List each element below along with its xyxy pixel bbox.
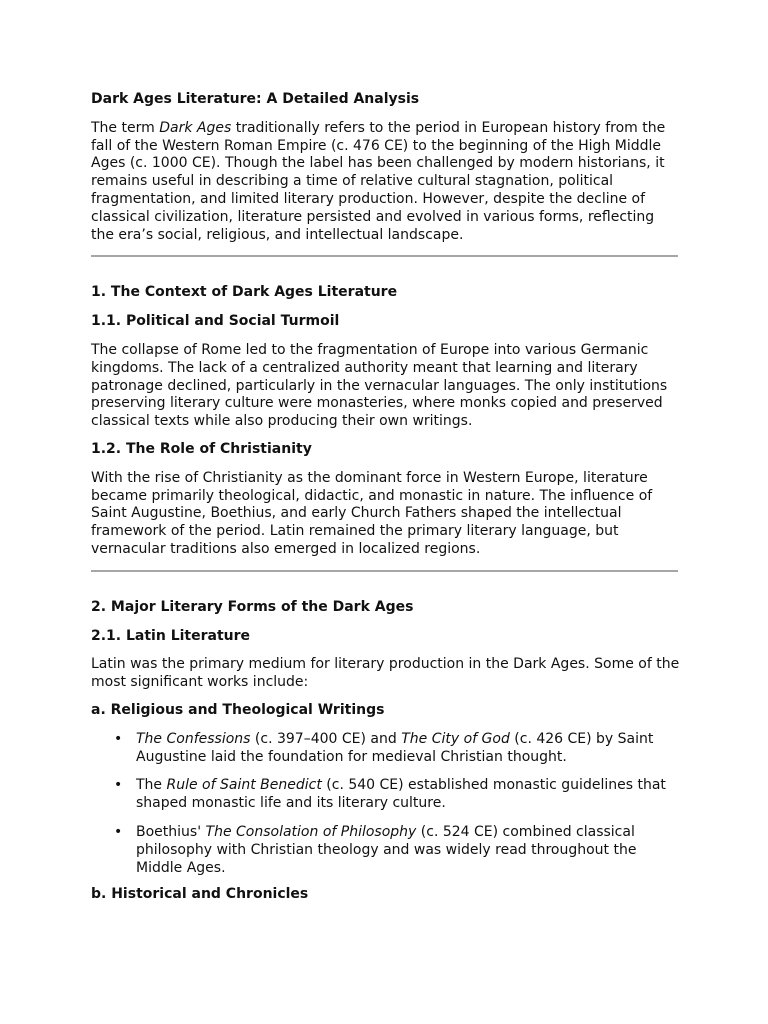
list-item-text: The: [136, 777, 167, 794]
subsection-2-1-paragraph: Latin was the primary medium for literary production in the Dark Ages. Some of the most significant works include:: [91, 656, 680, 691]
intro-term-dark-ages: Dark Ages: [159, 119, 232, 136]
list-item-text: (c. 540 CE) established monastic guidelines that shaped monastic life and its literary culture.: [136, 777, 666, 812]
intro-text-start: The term: [91, 119, 160, 136]
subsection-1-1-paragraph: The collapse of Rome led to the fragmentation of Europe into various Germanic kingdoms. The lack of a centralized authority meant that learning and literary patronage declined, particularly in the vernacular languages. The only institutions preserving literary culture were monasteries, where monks copied and preserved classical texts while also producing their own writings.: [91, 341, 668, 430]
intro-paragraph: [91, 120, 681, 245]
intro-text-rest: traditionally refers to the period in European history from the fall of the Western Roman Empire (c. 476 CE) to the beginning of the High Middle Ages (c. 1000 CE). Though the label has been challenged by modern historians, it remains useful in describing a time of relative cultural stagnation, political fragmentation, and limited literary production. However, despite the decline of classical civilization, literature persisted and evolved in various forms, reflecting the era’s social, religious, and intellectual landscape.: [91, 119, 666, 243]
list-item: [114, 777, 681, 813]
religious-works-list: [91, 731, 681, 878]
section-divider-2: [91, 570, 678, 572]
subsection-1-1-heading: 1.1. Political and Social Turmoil: [91, 313, 340, 330]
list-item-text: (c. 524 CE) combined classical philosophy with Christian theology and was widely read throughout the Middle Ages.: [136, 823, 637, 876]
list-item-text: Boethius': [136, 823, 206, 840]
document-title: Dark Ages Literature: A Detailed Analysis: [91, 91, 420, 107]
list-item: [114, 730, 681, 767]
section-2-heading: 2. Major Literary Forms of the Dark Ages: [91, 598, 414, 615]
bullet-marker: •: [114, 730, 123, 747]
work-title-confessions: The Confessions: [136, 730, 251, 747]
document-page: [91, 91, 681, 904]
religious-writings-heading: a. Religious and Theological Writings: [91, 701, 385, 718]
work-title-consolation-of-philosophy: The Consolation of Philosophy: [205, 823, 417, 840]
list-item: [114, 823, 681, 877]
section-1-heading: 1. The Context of Dark Ages Literature: [91, 284, 398, 301]
subsection-1-2-heading: 1.2. The Role of Christianity: [91, 440, 312, 457]
section-divider-1: [91, 255, 678, 257]
subsection-1-2-paragraph: With the rise of Christianity as the dominant force in Western Europe, literature became primarily theological, didactic, and monastic in nature. The influence of Saint Augustine, Boethius, and early Church Fathers shaped the intellectual framework of the period. Latin remained the primary literary language, but vernacular traditions also emerged in localized regions.: [91, 469, 653, 557]
historical-chronicles-heading: b. Historical and Chronicles: [91, 886, 309, 903]
bullet-marker: •: [114, 777, 123, 794]
work-title-city-of-god: The City of God: [401, 730, 510, 747]
work-title-rule-of-saint-benedict: Rule of Saint Benedict: [166, 777, 322, 794]
list-item-text: (c. 426 CE) by Saint Augustine laid the foundation for medieval Christian thought.: [136, 730, 654, 765]
bullet-marker: •: [114, 823, 123, 840]
list-item-text: (c. 397–400 CE) and: [250, 730, 402, 747]
subsection-2-1-heading: 2.1. Latin Literature: [91, 627, 251, 644]
